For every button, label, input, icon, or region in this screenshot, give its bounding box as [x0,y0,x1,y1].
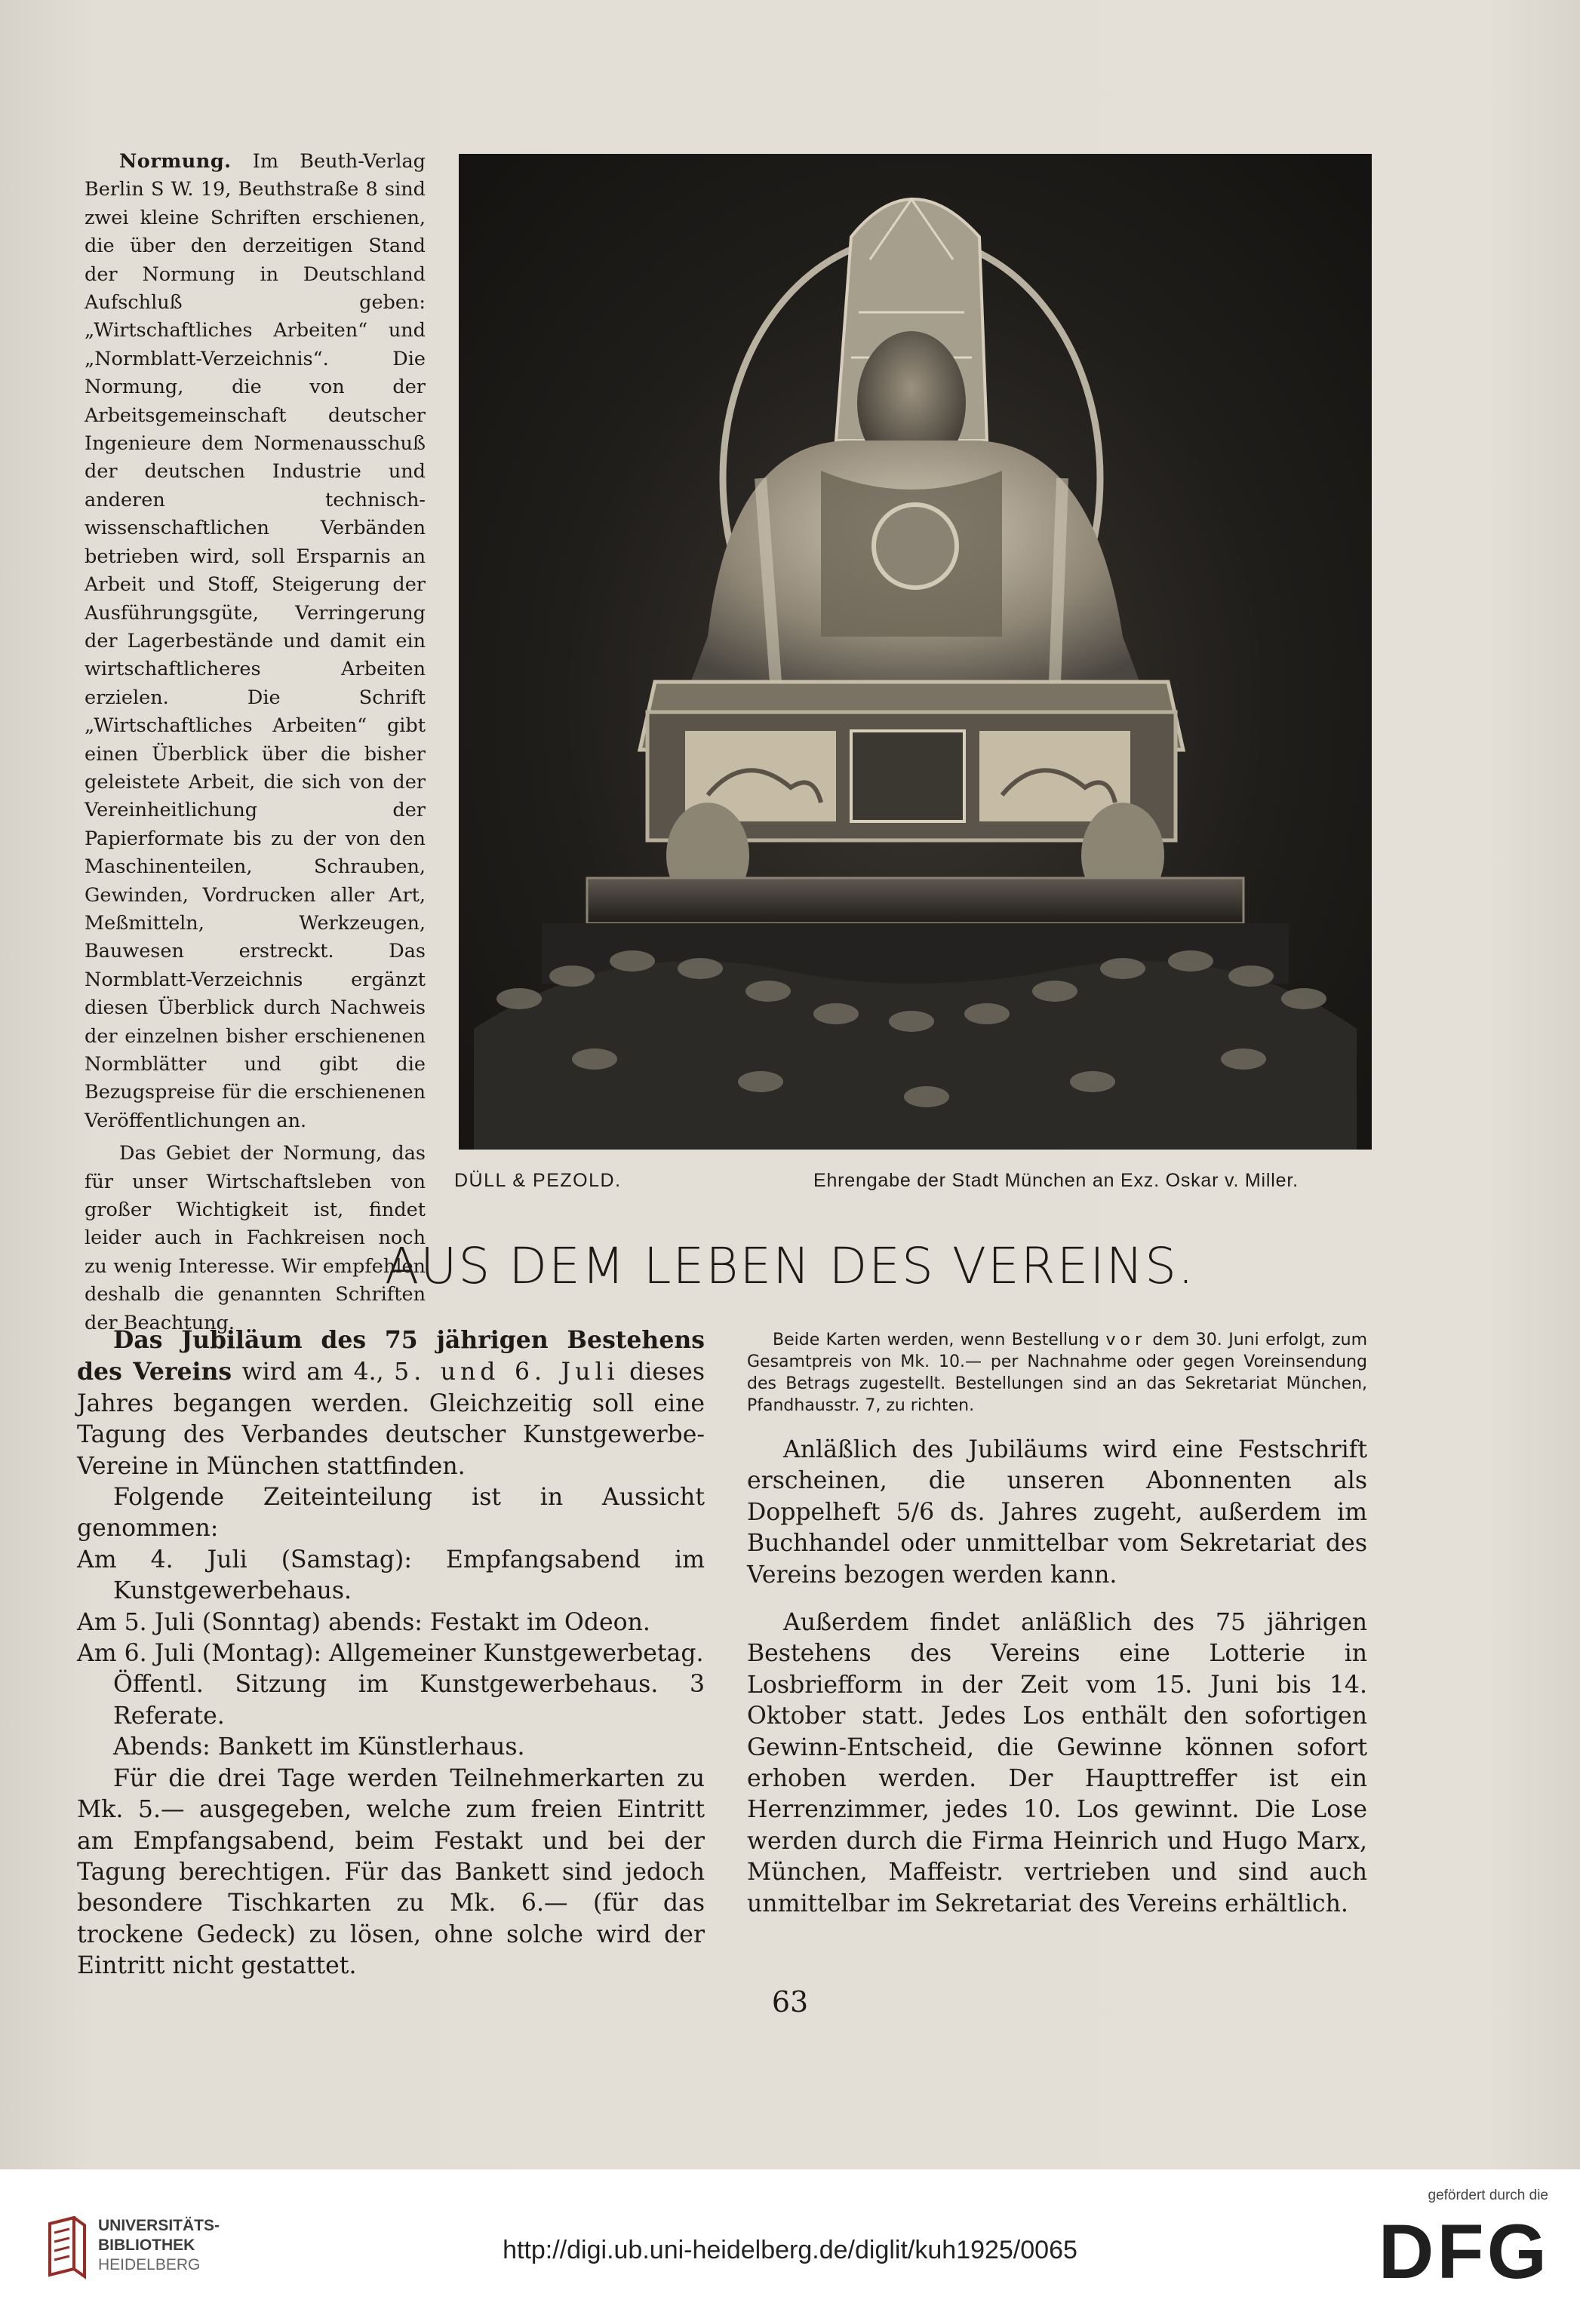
digitization-footer [0,2169,1580,2324]
source-url-link[interactable]: http://digi.ub.uni-heidelberg.de/diglit/kuh1925/0065 [503,2236,1077,2264]
order-note: Beide Karten werden, wenn Bestellung vor dem 30. Juni erfolgt, zum Gesamtpreis von Mk. 10.— per Nachnahme oder gegen Voreinsendung des Betrags zugestellt. Bestellungen sind an das Sekretariat München, Pfandhausstr. 7, zu richten. [747,1331,1367,1415]
jubilee-intro-bold: Das Jubiläum des 75 jährigen Bestehens des Vereins [77,1326,705,1386]
photo-credit: DÜLL & PEZOLD. [454,1170,622,1191]
sidebar-text-1: Im Beuth-Verlag Berlin S W. 19, Beuthstraße 8 sind zwei kleine Schriften erschienen, die über den derzeitigen Stand der Normung in Deutschland Aufschluß geben: „Wirtschaftliches Arbeiten“ und „Normblatt-Verzeichnis“. Die Normung, die von der Arbeitsgemeinschaft deutscher Ingenieure dem Normenausschuß der deutschen Industrie und anderen technisch-wissenschaftlichen Verbänden betrieben wird, soll Ersparnis an Arbeit und Stoff, Steigerung der Ausführungsgüte, Verringerung der Lagerbestände und damit ein wirtschaftlicheres Arbeiten erzielen. Die Schrift „Wirtschaftliches Arbeiten“ gibt einen Überblick über die bisher geleistete Arbeit, die sich von der Vereinheitlichung der Papierformate bis zu der von den Maschinenteilen, Schrauben, Gewinden, Vordrucken aller Art, Meßmitteln, Werkzeugen, Bauwesen erstreckt. Das Normblatt-Verzeichnis ergänzt diesen Überblick durch Nachweis der einzelnen bisher erschienenen Normblätter und gibt die Bezugspreise für die erschienenen Veröffentlichungen an. [85,150,426,1132]
sidebar-paragraph-2: Das Gebiet der Normung, das für unser Wirtschaftsleben von großer Wichtigkeit ist, findet leider auch in Fachkreisen noch zu wenig Interesse. Wir empfehlen deshalb die genannten Schriften der Beachtung. [85,1142,426,1334]
reliquary-bust-illustration [459,154,1372,1150]
sidebar-article-normung [85,148,426,1337]
dfg-logo: DFG [1378,2209,1550,2295]
schedule-day-2: Am 5. Juli (Sonntag) abends: Festakt im Odeon. [77,1608,650,1636]
section-heading: AUS DEM LEBEN DES VEREINS. [384,1237,1196,1295]
funding-note: gefördert durch die [1428,2187,1548,2203]
right-column [747,1329,1367,1920]
base-plinth [587,878,1243,923]
brooch [874,505,957,588]
jubilee-intro: Das Jubiläum des 75 jährigen Bestehens des Vereins wird am 4., 5. und 6. Juli dieses Jahres begangen werden. Gleichzeitig soll eine Tagung des Verbandes deutscher Kunstgewerbe-Vereine in München stattfinden. [77,1326,705,1480]
photo-caption: Ehrengabe der Stadt München an Exz. Oskar v. Miller. [813,1170,1299,1191]
university-library-name: UNIVERSITÄTS- BIBLIOTHEK HEIDELBERG [98,2217,220,2273]
sidebar-paragraph-1 [85,148,426,1135]
reliquary-bust-photo [459,154,1372,1150]
schedule-day-1: Am 4. Juli (Samstag): Empfangsabend im Kunstgewerbehaus. [77,1546,705,1605]
coat-of-arms-panel [851,731,964,821]
schedule-intro: Folgende Zeiteinteilung ist in Aussicht genommen: [77,1484,705,1543]
left-column [77,1325,705,1982]
sidebar-lead: Normung. [119,150,232,173]
lottery-paragraph: Außerdem findet anläßlich des 75 jährigen Bestehens des Vereins eine Lotterie in Losbriefform in der Zeit vom 15. Juni bis 14. Oktober statt. Jedes Los enthält den sofortigen Gewinn-Entscheid, die Gewinne können sofort erhoben werden. Der Haupttreffer ist ein Herrenzimmer, jedes 10. Los gewinnt. Die Lose werden durch die Firma Heinrich und Hugo Marx, München, Maffeistr. vertrieben und sind auch unmittelbar im Sekretariat des Vereins erhältlich. [747,1609,1367,1917]
schedule-day-3-evening: Abends: Bankett im Künstlerhaus. [113,1733,525,1761]
festschrift-paragraph: Anläßlich des Jubiläums wird eine Festschrift erscheinen, die unseren Abonnenten als Doppelheft 5/6 ds. Jahres zugeht, außerdem im Buchhandel oder unmittelbar vom Sekretariat des Vereins bezogen werden kann. [747,1436,1367,1589]
schedule-day-3-session: Öffentl. Sitzung im Kunstgewerbehaus. 3 Referate. [113,1671,705,1730]
ticket-info: Für die drei Tage werden Teilnehmerkarten zu Mk. 5.— ausgegeben, welche zum freien Eintritt am Empfangsabend, beim Festakt und bei der Tagung berechtigen. Für das Bankett sind jedoch besondere Tischkarten zu Mk. 6.— (für das trockene Gedeck) zu lösen, ohne solche wird der Eintritt nicht gestattet. [77,1764,705,1980]
page-number: 63 [771,1985,809,2019]
schedule-day-3: Am 6. Juli (Montag): Allgemeiner Kunstgewerbetag. [77,1640,704,1668]
